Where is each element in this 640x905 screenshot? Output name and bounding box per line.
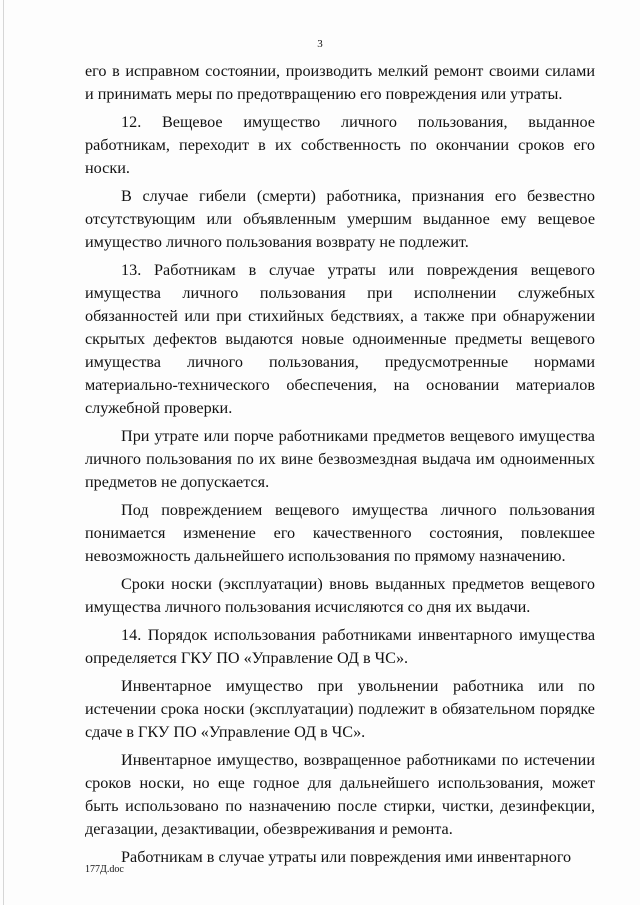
page-number: 3 xyxy=(317,38,323,50)
paragraph-item-14: 14. Порядок использования работниками инвентарного имущества определяется ГКУ ПО «Управление ОД в ЧС». xyxy=(85,626,595,667)
document-body xyxy=(85,60,595,874)
paragraph-inventory-loss: Работникам в случае утраты или повреждения ими инвентарного xyxy=(121,848,572,866)
paragraph-inventory-reuse: Инвентарное имущество, возвращенное работниками по истечении сроков носки, но еще годное для дальнейшего использования, может быть использовано по назначению после стирки, чистки, дезинфекции, дегазации, дезактивации, обезвреживания и ремонта. xyxy=(85,751,595,838)
paragraph-inventory-return: Инвентарное имущество при увольнении работника или по истечении срока носки (эксплуатации) подлежит в обязательном порядке сдаче в ГКУ ПО «Управление ОД в ЧС». xyxy=(85,677,595,741)
scan-edge xyxy=(3,0,4,905)
paragraph-wear-terms: Сроки носки (эксплуатации) вновь выданных предметов вещевого имущества личного пользования исчисляются со дня их выдачи. xyxy=(85,575,595,616)
paragraph-item-12: 12. Вещевое имущество личного пользования, выданное работникам, переходит в их собственность по окончании сроков его носки. xyxy=(85,113,595,177)
paragraph-death-of-employee: В случае гибели (смерти) работника, признания его безвестно отсутствующим или объявленным умершим выданное ему вещевое имущество личного пользования возврату не подлежит. xyxy=(85,187,595,251)
paragraph-loss-by-fault: При утрате или порче работниками предметов вещевого имущества личного пользования по их вине безвозмездная выдача им одноименных предметов не допускается. xyxy=(85,427,595,491)
file-name-footer: 177Д.doc xyxy=(85,864,124,875)
paragraph-item-13: 13. Работникам в случае утраты или повреждения вещевого имущества личного пользования при исполнении служебных обязанностей или при стихийных бедствиях, а также при обнаружении скрытых дефектов выдаются новые одноименные предметы вещевого имущества личного пользования, предусмотренные нормами материально-технического обеспечения, на основании материалов служебной проверки. xyxy=(85,261,595,417)
paragraph-damage-definition: Под повреждением вещевого имущества личного пользования понимается изменение его качественного состояния, повлекшее невозможность дальнейшего использования по прямому назначению. xyxy=(85,501,595,565)
paragraph-continuation: его в исправном состоянии, производить мелкий ремонт своими силами и принимать меры по предотвращению его повреждения или утраты. xyxy=(85,62,595,103)
